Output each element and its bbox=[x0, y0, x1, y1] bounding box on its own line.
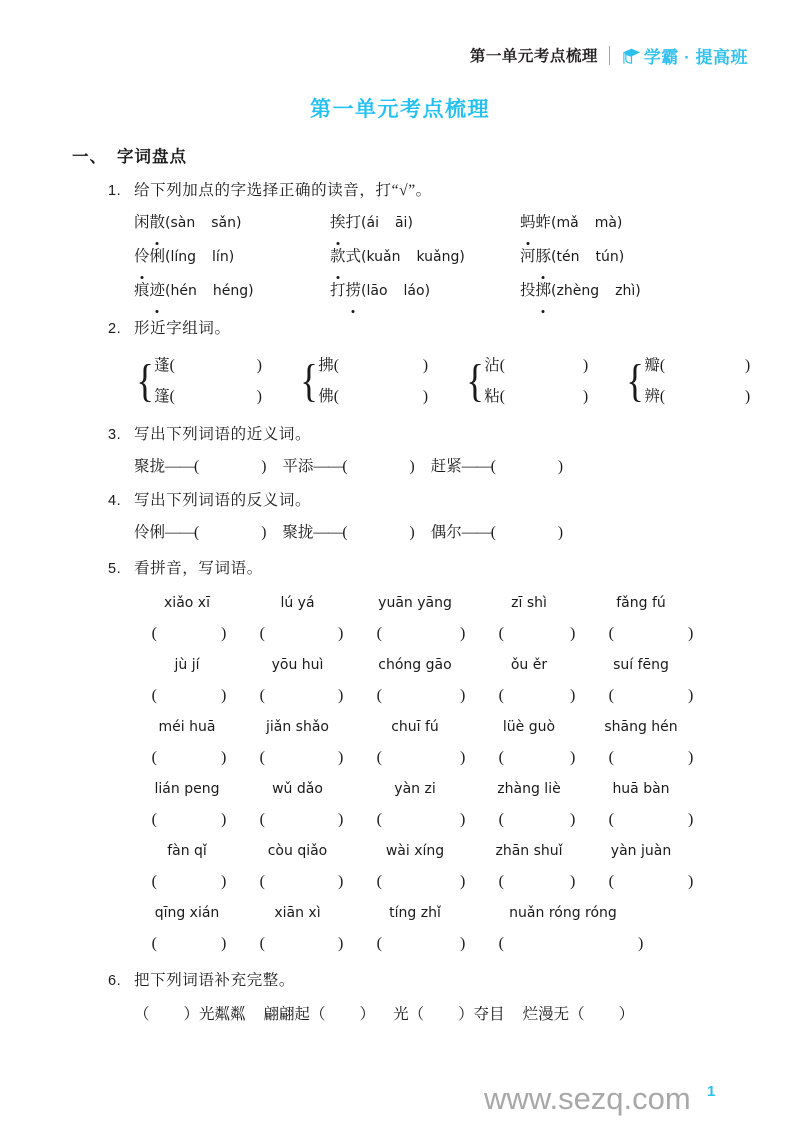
pinyin-label: zī shì bbox=[511, 595, 547, 611]
word-answer-blank[interactable]: ( ) bbox=[608, 873, 694, 890]
pinyin-label: yuān yāng bbox=[378, 595, 452, 611]
hanzi-char: 痕 bbox=[134, 282, 150, 299]
pinyin-label: jù jí bbox=[174, 657, 200, 673]
synonym-blank-entry[interactable]: 平添——( ) bbox=[282, 458, 415, 475]
pinyin-options[interactable]: (ái āi) bbox=[361, 215, 413, 231]
question-2-text: 形近字组词。 bbox=[134, 320, 231, 337]
synonym-blank-entry[interactable]: 聚拢——( ) bbox=[134, 458, 267, 475]
idiom-blank-entry[interactable]: 光（ ）夺目 bbox=[393, 1006, 505, 1023]
char-blank-entry[interactable]: 辨( ) bbox=[644, 388, 751, 405]
page-header bbox=[470, 42, 748, 68]
pinyin-options[interactable]: (zhèng zhì) bbox=[551, 283, 641, 299]
question-6-body bbox=[108, 998, 800, 1032]
hanzi-char: 打 bbox=[330, 282, 346, 299]
char-blank-entry[interactable]: 瓣( ) bbox=[644, 357, 751, 374]
pinyin-label: qīng xián bbox=[154, 905, 220, 921]
pinyin-label-row bbox=[134, 588, 800, 618]
pinyin-label: ǒu ěr bbox=[510, 657, 548, 673]
question-3 bbox=[108, 420, 800, 484]
pinyin-label: wǔ dǎo bbox=[272, 781, 323, 797]
pinyin-label: shāng hén bbox=[604, 719, 678, 735]
hanzi-char: 投 bbox=[520, 282, 536, 299]
hanzi-char: 式 bbox=[345, 248, 362, 265]
pinyin-label-row bbox=[134, 836, 800, 866]
pinyin-choice-item[interactable] bbox=[134, 206, 330, 240]
pinyin-choice-row bbox=[134, 240, 800, 274]
pinyin-label-row bbox=[134, 712, 800, 742]
pinyin-label: wài xíng bbox=[385, 843, 445, 859]
pinyin-label: yōu huì bbox=[271, 657, 324, 673]
char-blank-entry[interactable]: 拂( ) bbox=[318, 357, 429, 374]
pinyin-options[interactable]: (sàn sǎn) bbox=[165, 215, 242, 231]
hanzi-char: 俐 bbox=[149, 248, 166, 265]
word-answer-blank[interactable]: ( ) bbox=[376, 873, 466, 890]
section-number: 一、 bbox=[72, 147, 107, 166]
hanzi-char: 款 bbox=[330, 240, 346, 274]
question-2-number: 2. bbox=[108, 321, 122, 337]
char-blank-entry[interactable]: 粘( ) bbox=[484, 388, 589, 405]
word-answer-blank[interactable]: ( ) bbox=[376, 749, 466, 766]
question-2-body bbox=[108, 350, 800, 412]
char-blank-entry[interactable]: 篷( ) bbox=[154, 388, 262, 405]
word-answer-blank[interactable]: ( ) bbox=[498, 873, 576, 890]
idiom-blank-entry[interactable]: 烂漫无（ ） bbox=[522, 1006, 635, 1023]
write-word-blank-row bbox=[134, 866, 800, 898]
synonym-blank-entry[interactable]: 赶紧——( ) bbox=[430, 458, 564, 475]
pinyin-choice-item[interactable] bbox=[330, 240, 520, 274]
pinyin-choice-item[interactable] bbox=[134, 274, 330, 308]
hanzi-char: 打 bbox=[345, 214, 362, 231]
pinyin-choice-item[interactable] bbox=[330, 274, 520, 308]
brace-bracket-icon: { bbox=[466, 355, 485, 406]
word-answer-blank[interactable]: ( ) bbox=[608, 811, 694, 828]
idiom-blank-entry[interactable]: 翩翩起（ ） bbox=[263, 1006, 376, 1023]
word-answer-blank[interactable]: ( ) bbox=[498, 749, 576, 766]
question-1 bbox=[108, 176, 800, 308]
write-word-blank-row bbox=[134, 804, 800, 836]
question-6-prompt bbox=[108, 966, 800, 996]
word-answer-blank[interactable]: ( ) bbox=[151, 687, 227, 704]
pinyin-label: huā bàn bbox=[612, 781, 670, 797]
pinyin-choice-item[interactable] bbox=[520, 240, 710, 274]
word-answer-blank[interactable]: ( ) bbox=[259, 811, 344, 828]
brace-bracket-icon: { bbox=[626, 355, 645, 406]
pinyin-choice-item[interactable] bbox=[134, 240, 330, 274]
section-heading bbox=[72, 143, 800, 167]
antonym-blank-entry[interactable]: 伶俐——( ) bbox=[134, 524, 267, 541]
question-4-prompt bbox=[108, 486, 800, 516]
hanzi-char: 挨 bbox=[330, 206, 346, 240]
word-answer-blank[interactable]: ( ) bbox=[151, 749, 227, 766]
write-word-blank-row bbox=[134, 928, 800, 960]
write-word-blank-row bbox=[134, 742, 800, 774]
pinyin-label: méi huā bbox=[158, 719, 216, 735]
question-1-body bbox=[108, 206, 800, 308]
word-answer-blank[interactable]: ( ) bbox=[498, 687, 576, 704]
pinyin-label: zhàng liè bbox=[497, 781, 561, 797]
word-answer-blank[interactable]: ( ) bbox=[259, 625, 344, 642]
hanzi-char: 迹 bbox=[150, 274, 166, 308]
brand-text: 学霸 · 提高班 bbox=[643, 47, 748, 67]
hanzi-char: 掷 bbox=[536, 274, 552, 308]
word-answer-blank[interactable]: ( ) bbox=[498, 625, 576, 642]
pinyin-label-row bbox=[134, 774, 800, 804]
word-answer-blank[interactable]: ( ) bbox=[376, 687, 466, 704]
page-title: 第一单元考点梳理 bbox=[310, 97, 490, 121]
question-4 bbox=[108, 486, 800, 550]
word-answer-blank[interactable]: ( ) bbox=[151, 811, 227, 828]
question-5-number: 5. bbox=[108, 561, 122, 577]
question-3-number: 3. bbox=[108, 427, 122, 443]
char-blank-entry[interactable]: 佛( ) bbox=[318, 388, 429, 405]
word-answer-blank[interactable]: ( ) bbox=[259, 935, 344, 952]
similar-char-pair bbox=[134, 350, 284, 412]
pinyin-label: tíng zhǐ bbox=[389, 905, 441, 921]
header-unit-title: 第一单元考点梳理 bbox=[469, 48, 598, 65]
pinyin-options[interactable]: (mǎ mà) bbox=[551, 215, 623, 231]
question-2 bbox=[108, 314, 800, 412]
question-3-prompt bbox=[108, 420, 800, 450]
pinyin-options[interactable]: (lāo láo) bbox=[361, 283, 431, 299]
hanzi-char: 闲 bbox=[134, 214, 150, 231]
word-answer-blank[interactable]: ( ) bbox=[151, 625, 227, 642]
question-5-body bbox=[108, 588, 800, 960]
section-name: 字词盘点 bbox=[117, 147, 187, 166]
brace-bracket-icon: { bbox=[136, 355, 154, 406]
question-5-prompt bbox=[108, 554, 800, 584]
pinyin-label: fǎng fú bbox=[616, 595, 666, 611]
pinyin-label: suí fēng bbox=[613, 657, 669, 673]
word-answer-blank[interactable]: ( ) bbox=[151, 935, 227, 952]
pinyin-label: zhān shuǐ bbox=[495, 843, 563, 859]
pinyin-label: lüè guò bbox=[502, 719, 556, 735]
question-5 bbox=[108, 554, 800, 960]
question-4-text: 写出下列词语的反义词。 bbox=[134, 492, 312, 509]
hanzi-char: 豚 bbox=[536, 240, 552, 274]
hanzi-char: 捞 bbox=[346, 274, 362, 308]
char-blank-entry[interactable]: 蓬( ) bbox=[154, 357, 262, 374]
question-4-number: 4. bbox=[108, 493, 122, 509]
pinyin-label: xiǎo xī bbox=[164, 595, 210, 611]
word-answer-blank[interactable]: ( ) bbox=[259, 687, 344, 704]
similar-char-pair bbox=[624, 350, 772, 412]
question-6 bbox=[108, 966, 800, 1032]
pinyin-label: yàn juàn bbox=[610, 843, 672, 859]
word-answer-blank[interactable]: ( ) bbox=[376, 935, 466, 952]
pinyin-label: nuǎn róng róng bbox=[509, 905, 617, 921]
question-6-text: 把下列词语补充完整。 bbox=[134, 972, 296, 989]
pinyin-label: yàn zi bbox=[394, 781, 436, 797]
antonym-blank-entry[interactable]: 偶尔——( ) bbox=[430, 524, 564, 541]
pinyin-options[interactable]: (líng lín) bbox=[165, 249, 235, 265]
header-divider bbox=[609, 46, 610, 65]
question-6-number: 6. bbox=[108, 973, 122, 989]
question-2-prompt bbox=[108, 314, 800, 344]
similar-char-pair bbox=[464, 350, 610, 412]
page-number: 1 bbox=[707, 1083, 716, 1100]
hanzi-char: 蚂 bbox=[520, 206, 536, 240]
antonym-blank-entry[interactable]: 聚拢——( ) bbox=[282, 524, 415, 541]
hanzi-char: 蚱 bbox=[535, 214, 552, 231]
word-answer-blank[interactable]: ( ) bbox=[498, 935, 644, 952]
site-watermark: www.sezq.com bbox=[484, 1081, 691, 1116]
pinyin-label: fàn qǐ bbox=[167, 843, 207, 859]
similar-char-pair bbox=[298, 350, 450, 412]
word-answer-blank[interactable]: ( ) bbox=[608, 625, 694, 642]
question-3-body bbox=[108, 450, 800, 484]
hanzi-char: 河 bbox=[520, 248, 536, 265]
question-1-prompt bbox=[108, 176, 800, 206]
pinyin-choice-row bbox=[134, 274, 800, 308]
word-answer-blank[interactable]: ( ) bbox=[259, 749, 344, 766]
pinyin-label-row bbox=[134, 898, 800, 928]
pinyin-choice-row bbox=[134, 206, 800, 240]
question-1-number: 1. bbox=[108, 183, 122, 199]
pinyin-label: jiǎn shǎo bbox=[266, 719, 329, 735]
hanzi-char: 散 bbox=[150, 206, 166, 240]
question-1-text: 给下列加点的字选择正确的读音，打“√”。 bbox=[134, 182, 432, 199]
word-answer-blank[interactable]: ( ) bbox=[376, 625, 466, 642]
question-3-text: 写出下列词语的近义词。 bbox=[134, 426, 312, 443]
char-blank-entry[interactable]: 沾( ) bbox=[484, 357, 589, 374]
pinyin-label: chuī fú bbox=[391, 719, 439, 735]
word-answer-blank[interactable]: ( ) bbox=[376, 811, 466, 828]
brace-bracket-icon: { bbox=[300, 355, 318, 406]
brand-logo bbox=[621, 43, 748, 68]
idiom-blank-entry[interactable]: （ ）光粼粼 bbox=[134, 1006, 246, 1023]
question-4-body bbox=[108, 516, 800, 550]
pinyin-choice-item[interactable] bbox=[520, 206, 710, 240]
word-answer-blank[interactable]: ( ) bbox=[608, 687, 694, 704]
pinyin-label: còu qiǎo bbox=[267, 843, 328, 859]
graduation-cap-icon bbox=[621, 46, 642, 65]
hanzi-char: 伶 bbox=[134, 240, 150, 274]
word-answer-blank[interactable]: ( ) bbox=[259, 873, 344, 890]
pinyin-choice-item[interactable] bbox=[520, 274, 710, 308]
write-word-blank-row bbox=[134, 618, 800, 650]
pinyin-choice-item[interactable] bbox=[330, 206, 520, 240]
pinyin-options[interactable]: (hén héng) bbox=[165, 283, 254, 299]
pinyin-label: lián peng bbox=[154, 781, 220, 797]
pinyin-label: lú yá bbox=[280, 595, 315, 611]
word-answer-blank[interactable]: ( ) bbox=[498, 811, 576, 828]
question-5-text: 看拼音，写词语。 bbox=[134, 560, 263, 577]
write-word-blank-row bbox=[134, 680, 800, 712]
word-answer-blank[interactable]: ( ) bbox=[608, 749, 694, 766]
pinyin-label: chóng gāo bbox=[378, 657, 452, 673]
pinyin-options[interactable]: (tén tún) bbox=[551, 249, 625, 265]
worksheet-content bbox=[0, 143, 800, 1034]
pinyin-label-row bbox=[134, 650, 800, 680]
pinyin-label: xiān xì bbox=[274, 905, 321, 921]
word-answer-blank[interactable]: ( ) bbox=[151, 873, 227, 890]
pinyin-options[interactable]: (kuǎn kuǎng) bbox=[361, 249, 465, 265]
